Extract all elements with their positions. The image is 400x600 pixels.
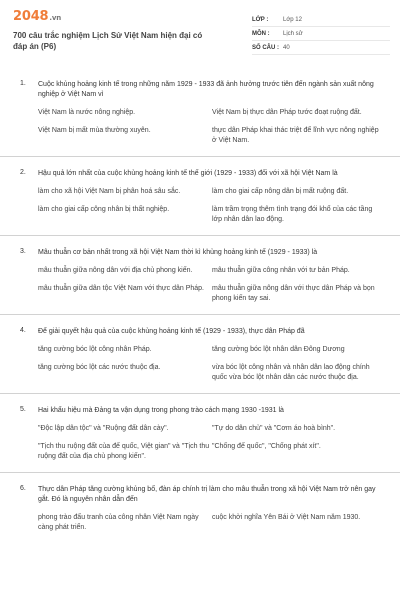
question-text: Cuộc khủng hoảng kinh tế trong những năm 1929 - 1933 đã ảnh hưởng trước tiên đến ngành sản xuất nông nghiệp ở Việt Nam vì <box>38 81 374 98</box>
question-text: Hậu quả lớn nhất của cuộc khủng hoảng kinh tế thế giới (1929 - 1933) đối với xã hội Việt Nam là <box>38 170 338 177</box>
answer-option[interactable]: "Tịch thu ruộng đất của đế quốc, Việt gian" và "Tịch thu ruộng đất của địa chủ phong kiến". <box>38 443 210 460</box>
meta-row-subject <box>252 27 390 41</box>
meta-key: SỐ CÂU : <box>252 44 279 51</box>
logo-suffix: .vn <box>49 14 61 22</box>
answer-option[interactable]: "Tự do dân chủ" và "Cơm áo hoà bình". <box>212 425 336 432</box>
answer-option[interactable]: Việt Nam là nước nông nghiệp. <box>38 109 136 116</box>
answer-option[interactable]: mâu thuẫn giữa nông dân với địa chủ phong kiến. <box>38 267 193 274</box>
answer-option[interactable]: Việt Nam bị mất mùa thường xuyên. <box>38 127 151 134</box>
meta-row-count <box>252 41 390 55</box>
site-logo[interactable] <box>13 9 61 24</box>
options-grid <box>38 187 400 225</box>
answer-option[interactable]: "Độc lập dân tộc" và "Ruộng đất dân cày". <box>38 425 169 432</box>
meta-value: Lớp 12 <box>283 16 302 23</box>
options-grid <box>38 513 400 533</box>
answer-option[interactable]: "Chống đế quốc", "Chống phát xít". <box>212 443 321 450</box>
question-item <box>0 315 400 394</box>
options-grid <box>38 266 400 304</box>
question-number: 1. <box>20 80 26 87</box>
meta-key: LỚP : <box>252 16 269 23</box>
question-text: Mâu thuẫn cơ bản nhất trong xã hội Việt Nam thời kì khủng hoảng kinh tế (1929 - 1933) là <box>38 249 318 256</box>
question-item <box>0 236 400 315</box>
answer-option[interactable]: thực dân Pháp khai thác triệt để lĩnh vực nông nghiệp ở Việt Nam. <box>212 127 379 144</box>
meta-value: Lịch sử <box>283 30 303 37</box>
answer-option[interactable]: phong trào đấu tranh của công nhân Việt Nam ngày càng phát triển. <box>38 514 199 531</box>
question-text: Để giải quyết hậu quả của cuộc khủng hoảng kinh tế (1929 - 1933), thực dân Pháp đã <box>38 328 305 335</box>
options-grid <box>38 108 400 146</box>
answer-option[interactable]: tăng cường bóc lột các nước thuộc địa. <box>38 364 161 371</box>
meta-key: MÔN : <box>252 30 270 37</box>
answer-option[interactable]: mâu thuẫn giữa công nhân với tư bản Pháp. <box>212 267 350 274</box>
question-number: 2. <box>20 169 26 176</box>
meta-table <box>252 13 390 55</box>
question-text: Hai khẩu hiệu mà Đảng ta vận dụng trong phong trào cách mạng 1930 -1931 là <box>38 407 284 414</box>
question-list <box>0 68 400 543</box>
question-item <box>0 157 400 236</box>
answer-option[interactable]: làm cho xã hội Việt Nam bị phân hoá sâu sắc. <box>38 188 181 195</box>
question-number: 3. <box>20 248 26 255</box>
meta-row-class <box>252 13 390 27</box>
question-number: 6. <box>20 485 26 492</box>
question-item <box>0 394 400 473</box>
logo-text: 2048 <box>13 9 49 24</box>
options-grid <box>38 424 400 462</box>
question-number: 5. <box>20 406 26 413</box>
question-number: 4. <box>20 327 26 334</box>
question-item <box>0 68 400 157</box>
question-item <box>0 473 400 543</box>
page-title: 700 câu trắc nghiệm Lịch Sử Việt Nam hiện đại có đáp án (P6) <box>13 31 203 51</box>
answer-option[interactable]: tăng cường bóc lột nhân dân Đông Dương <box>212 346 345 353</box>
answer-option[interactable]: làm cho giai cấp công nhân bị thất nghiệp. <box>38 206 170 213</box>
meta-value: 40 <box>283 44 290 51</box>
answer-option[interactable]: vừa bóc lột công nhân và nhân dân lao động chính quốc vừa bóc lột nhân dân các nước thuộc địa. <box>212 364 370 381</box>
answer-option[interactable]: làm trầm trọng thêm tình trạng đói khổ của các tầng lớp nhân dân lao động. <box>212 206 373 223</box>
page-header <box>0 0 400 62</box>
answer-option[interactable]: tăng cường bóc lột công nhân Pháp. <box>38 346 152 353</box>
question-text: Thực dân Pháp tăng cường khủng bố, đàn áp chính trị làm cho mâu thuẫn trong xã hội Việt Nam trở nên gay gắt. Đó là nguyên nhân dẫn đến <box>38 486 376 503</box>
answer-option[interactable]: Việt Nam bị thực dân Pháp tước đoạt ruộng đất. <box>212 109 362 116</box>
answer-option[interactable]: cuộc khởi nghĩa Yên Bái ở Việt Nam năm 1930. <box>212 514 361 521</box>
answer-option[interactable]: làm cho giai cấp nông dân bị mất ruộng đất. <box>212 188 349 195</box>
answer-option[interactable]: mâu thuẫn giữa dân tộc Việt Nam với thực dân Pháp. <box>38 285 204 292</box>
answer-option[interactable]: mâu thuẫn giữa nông dân với thực dân Pháp và bọn phong kiến tay sai. <box>212 285 375 302</box>
options-grid <box>38 345 400 383</box>
